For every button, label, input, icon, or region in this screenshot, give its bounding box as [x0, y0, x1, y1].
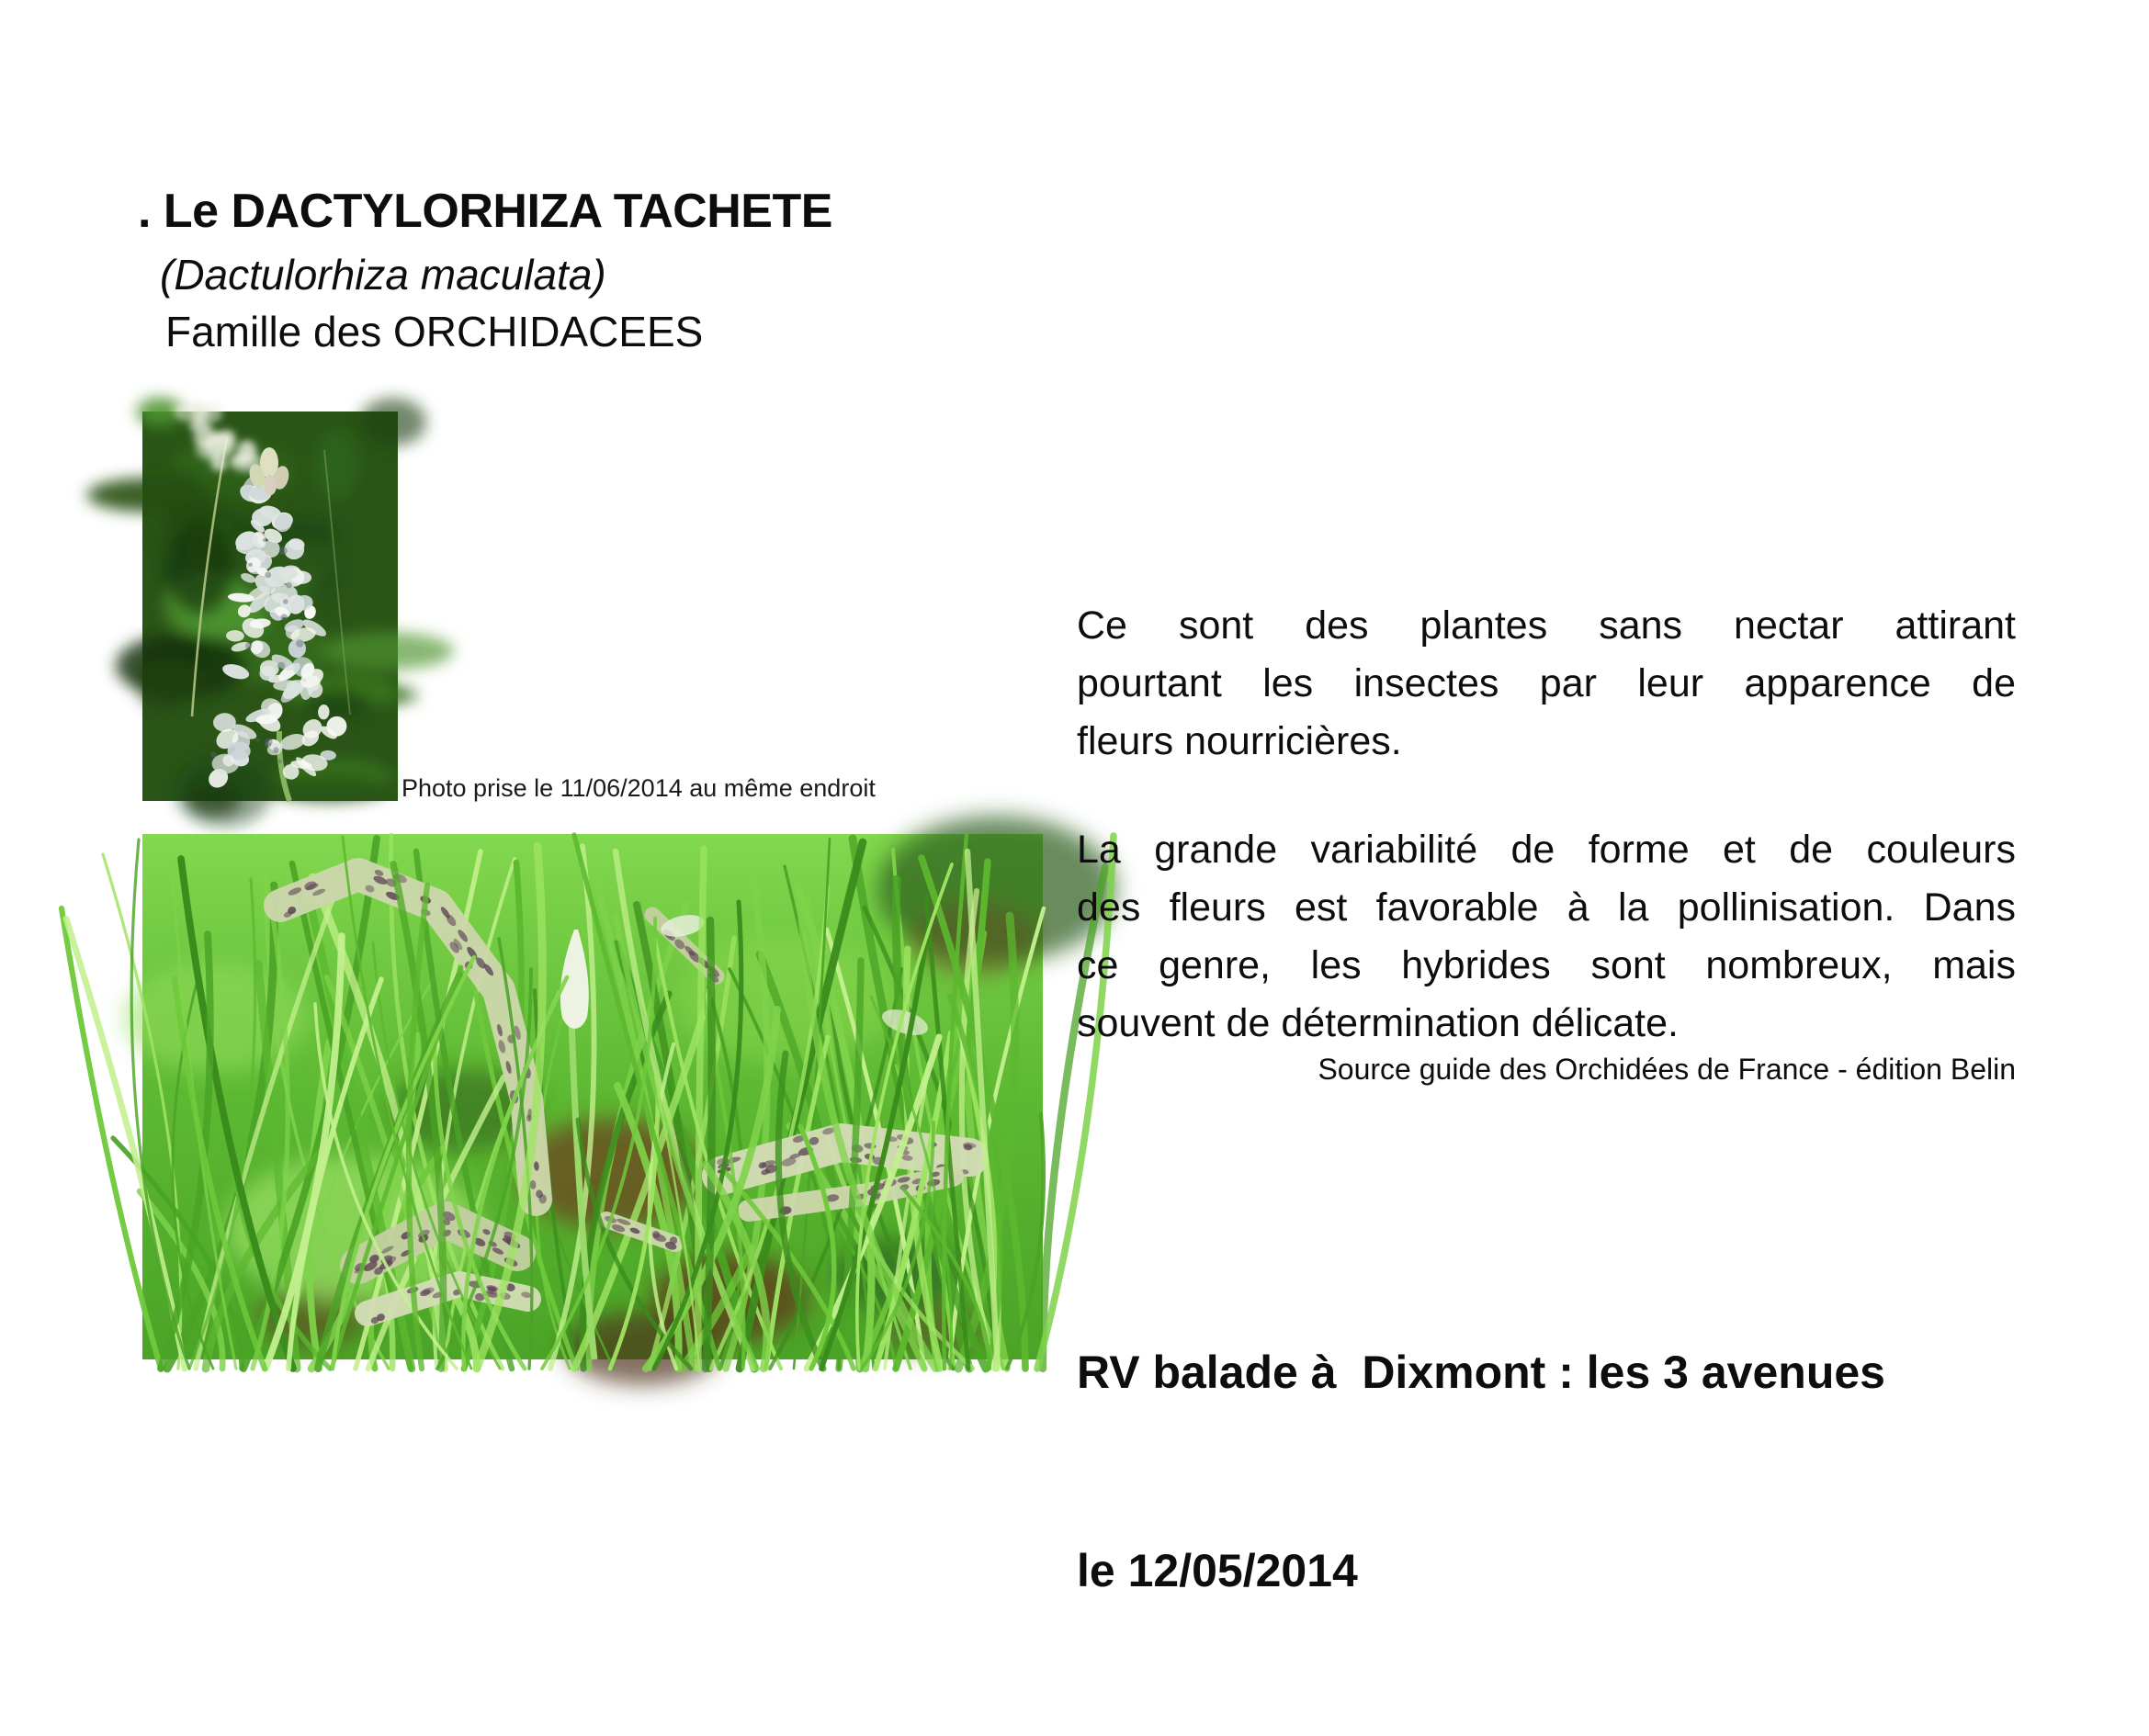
paragraph-line: ce genre, les hybrides sont nombreux, mais [1077, 943, 2016, 987]
source-credit: Source guide des Orchidées de France - édition Belin [1318, 1053, 2016, 1086]
family-line: Famille des ORCHIDACEES [165, 308, 704, 355]
paragraph-variability [1077, 821, 2016, 1053]
photo-caption: Photo prise le 11/06/2014 au même endroit [402, 774, 876, 802]
paragraph-line: des fleurs est favorable à la pollinisation. Dans [1077, 885, 2016, 930]
paragraph-nectar [1077, 597, 2016, 771]
rendezvous-date: le 12/05/2014 [1077, 1545, 1358, 1596]
paragraph-line: La grande variabilité de forme et de couleurs [1077, 828, 2016, 872]
paragraph-line: fleurs nourricières. [1077, 719, 1402, 763]
rendezvous-place: RV balade à Dixmont : les 3 avenues [1077, 1347, 1885, 1398]
page-title: . Le DACTYLORHIZA TACHETE [138, 185, 832, 238]
latin-name: (Dactulorhiza maculata) [160, 251, 606, 299]
rendezvous-info [1077, 1207, 2016, 1736]
paragraph-line: Ce sont des plantes sans nectar attirant [1077, 603, 2016, 648]
paragraph-line: pourtant les insectes par leur apparence de [1077, 661, 2016, 705]
small-orchid-photo [142, 411, 398, 801]
paragraph-line: souvent de détermination délicate. [1077, 1001, 1679, 1045]
large-spotted-leaves-photo [142, 834, 1043, 1359]
